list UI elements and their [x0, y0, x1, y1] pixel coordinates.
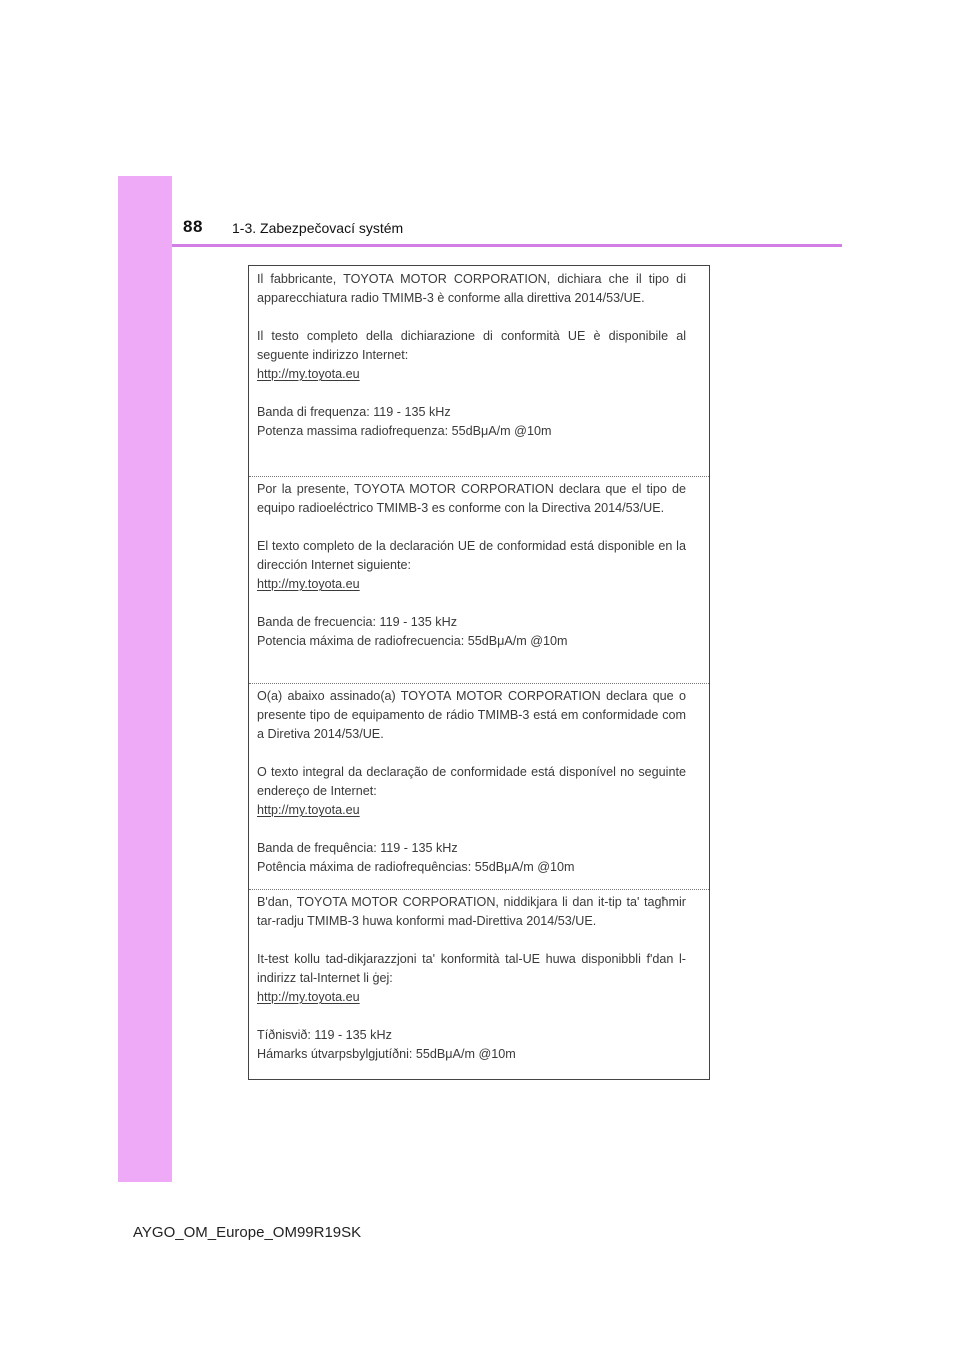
max-power-text: Hámarks útvarpsbylgjutíðni: 55dBμA/m @10m — [257, 1047, 516, 1061]
declaration-text: Por la presente, TOYOTA MOTOR CORPORATION declara que el tipo de equipo radioeléctrico TMIMB-3 es conforme con la Directiva 2014/53/UE. — [257, 482, 686, 515]
frequency-band-text: Tíðnisvið: 119 - 135 kHz — [257, 1028, 392, 1042]
availability-text: It-test kollu tad-dikjarazzjoni ta' konformità tal-UE huwa disponibbli f'dan l-indirizz tal-Internet li ġej: — [257, 952, 686, 985]
declaration-block-maltese — [249, 889, 709, 1064]
frequency-band-text: Banda di frequenza: 119 - 135 kHz — [257, 405, 451, 419]
declaration-url-link[interactable]: http://my.toyota.eu — [257, 367, 360, 381]
document-code: AYGO_OM_Europe_OM99R19SK — [133, 1224, 362, 1241]
max-power-text: Potenza massima radiofrequenza: 55dBμA/m @10m — [257, 424, 552, 438]
frequency-band-text: Banda de frecuencia: 119 - 135 kHz — [257, 615, 457, 629]
declaration-block-spanish — [249, 476, 709, 651]
declaration-url-link[interactable]: http://my.toyota.eu — [257, 577, 360, 591]
frequency-band-text: Banda de frequência: 119 - 135 kHz — [257, 841, 458, 855]
declaration-block-italian — [249, 270, 709, 441]
availability-text: Il testo completo della dichiarazione di conformità UE è disponibile al seguente indirizzo Internet: — [257, 329, 686, 362]
declaration-text: B'dan, TOYOTA MOTOR CORPORATION, niddikjara li dan it-tip ta' tagħmir tar-radju TMIMB-3 huwa konformi mad-Direttiva 2014/53/UE. — [257, 895, 686, 928]
declaration-url-link[interactable]: http://my.toyota.eu — [257, 990, 360, 1004]
chapter-side-tab — [118, 176, 172, 1182]
max-power-text: Potência máxima de radiofrequências: 55dBμA/m @10m — [257, 860, 575, 874]
declaration-text: Il fabbricante, TOYOTA MOTOR CORPORATION, dichiara che il tipo di apparecchiatura radio TMIMB-3 è conforme alla direttiva 2014/53/UE. — [257, 272, 686, 305]
availability-text: El texto completo de la declaración UE de conformidad está disponible en la dirección Internet siguiente: — [257, 539, 686, 572]
section-title: 1-3. Zabezpečovací systém — [232, 220, 404, 236]
declaration-url-link[interactable]: http://my.toyota.eu — [257, 803, 360, 817]
page-number: 88 — [183, 217, 203, 236]
availability-text: O texto integral da declaração de conformidade está disponível no seguinte endereço de Internet: — [257, 765, 686, 798]
header-divider — [172, 244, 842, 247]
conformity-declarations-box — [248, 265, 710, 1080]
declaration-block-portuguese — [249, 683, 709, 877]
max-power-text: Potencia máxima de radiofrecuencia: 55dBμA/m @10m — [257, 634, 568, 648]
declaration-text: O(a) abaixo assinado(a) TOYOTA MOTOR CORPORATION declara que o presente tipo de equipamento de rádio TMIMB-3 está em conformidade com a Diretiva 2014/53/UE. — [257, 689, 686, 741]
